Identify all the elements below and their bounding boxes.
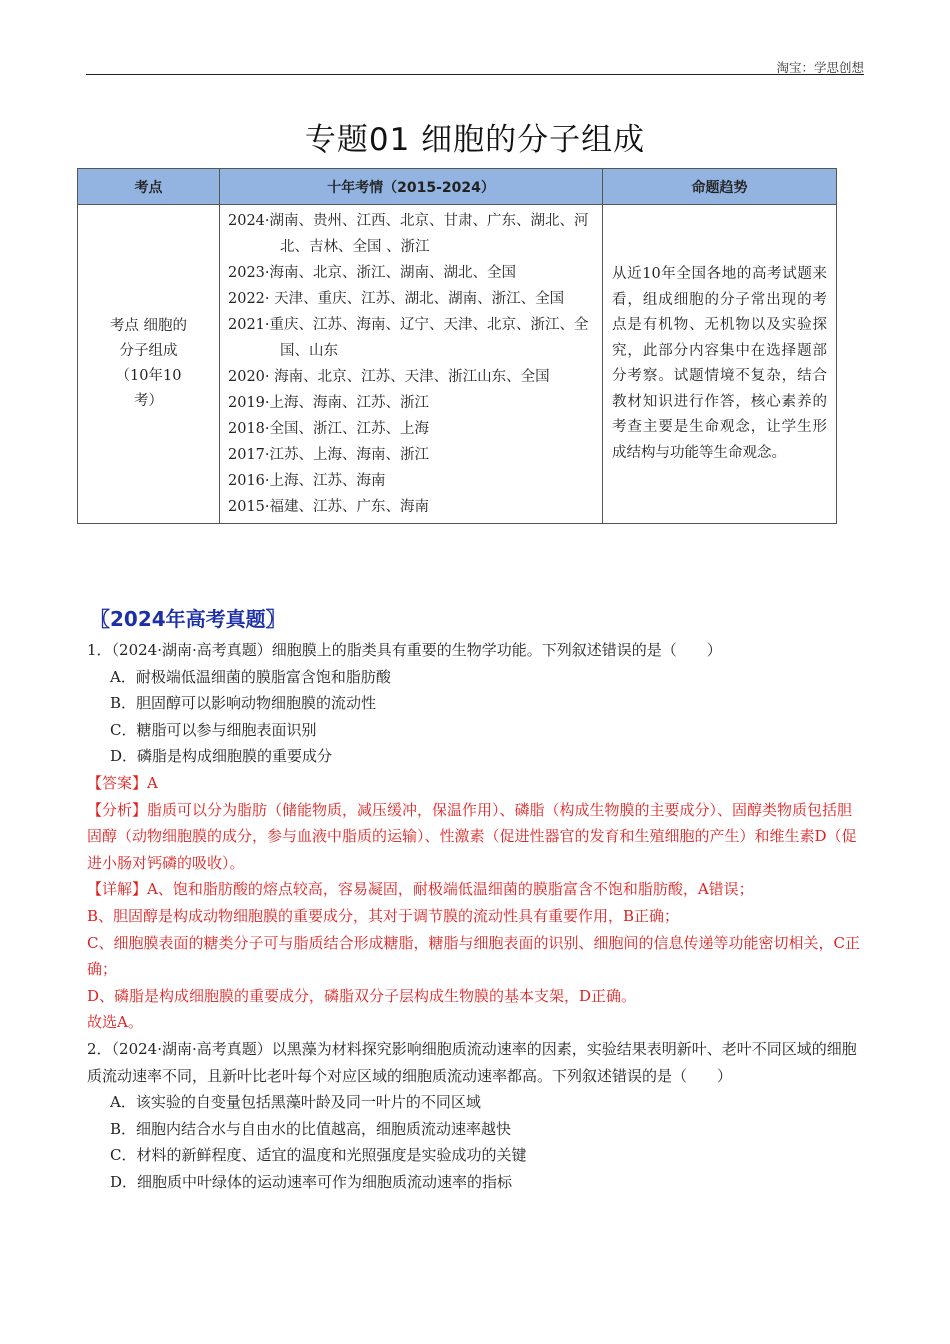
q2-option-a: A．该实验的自变量包括黑藻叶龄及同一叶片的不同区域 <box>110 1093 481 1112</box>
q1-answer: 【答案】A <box>87 773 158 792</box>
q1-stem: 1．（2024·湖南·高考真题）细胞膜上的脂类具有重要的生物学功能。下列叙述错误的是（ ） <box>87 641 722 659</box>
kaodian-line: （10年10 <box>115 368 182 384</box>
header-divider <box>86 74 864 75</box>
q1-detail-line: C、细胞膜表面的糖类分子可与脂质结合形成糖脂，糖脂与细胞表面的识别、细胞间的信息传递等功能密切相关，C正确； <box>87 933 860 979</box>
year-row-2024: 2024·湖南、贵州、江西、北京、甘肃、广东、湖北、河北、吉林、全国 、浙江 <box>228 213 589 255</box>
q1-analysis: 【分析】脂质可以分为脂肪（储能物质，减压缓冲，保温作用）、磷脂（构成生物膜的主要成分）、固醇类物质包括胆固醇（动物细胞膜的成分，参与血液中脂质的运输）、性激素（促进性器官的发育和生殖细胞的产生）和维生素D（促进小肠对钙磷的吸收）。 <box>87 800 857 872</box>
q1-option-d: D．磷脂是构成细胞膜的重要成分 <box>110 747 333 766</box>
year-row-2017: 2017·江苏、上海、海南、浙江 <box>228 447 430 463</box>
header-kaodian: 考点 <box>78 169 220 205</box>
header-source-text: 淘宝：学思创想 <box>776 60 864 75</box>
kaodian-line: 考） <box>134 393 163 409</box>
q1-detail-line: D、磷脂是构成细胞膜的重要成分，磷脂双分子层构成生物膜的基本支架，D正确。 <box>87 986 637 1005</box>
year-row-2015: 2015·福建、江苏、广东、海南 <box>228 499 430 515</box>
questions-body <box>87 637 863 1195</box>
kaodian-line: 分子组成 <box>119 343 178 359</box>
q2-option-b: B．细胞内结合水与自由水的比值越高，细胞质流动速率越快 <box>110 1119 512 1138</box>
year-row-2019: 2019·上海、海南、江苏、浙江 <box>228 395 430 411</box>
page-title: 专题01 细胞的分子组成 <box>304 122 646 158</box>
kaodian-cell <box>78 205 220 524</box>
q2-option-c: C．材料的新鲜程度、适宜的温度和光照强度是实验成功的关键 <box>110 1146 527 1165</box>
year-row-2020: 2020· 海南、北京、江苏、天津、浙江山东、全国 <box>228 369 550 385</box>
kaodian-line: 考点 细胞的 <box>109 318 188 334</box>
q2-stem: 2．（2024·湖南·高考真题）以黑藻为材料探究影响细胞质流动速率的因素，实验结果表明新叶、老叶不同区域的细胞质流动速率不同，且新叶比老叶每个对应区域的细胞质流动速率都高。下列叙述错误的是（ ） <box>87 1039 857 1085</box>
q1-option-b: B．胆固醇可以影响动物细胞膜的流动性 <box>110 694 377 713</box>
year-row-2018: 2018·全国、浙江、江苏、上海 <box>228 421 430 437</box>
section-heading: 〖2024年高考真题〗 <box>90 607 286 631</box>
year-row-2022: 2022· 天津、重庆、江苏、湖北、湖南、浙江、全国 <box>228 291 565 307</box>
q1-detail-line: 【详解】A、饱和脂肪酸的熔点较高，容易凝固，耐极端低温细菌的膜脂富含不饱和脂肪酸，A错误； <box>87 880 754 899</box>
q1-option-a: A．耐极端低温细菌的膜脂富含饱和脂肪酸 <box>110 667 391 686</box>
trend-cell: 从近10年全国各地的高考试题来看，组成细胞的分子常出现的考点是有机物、无机物以及实验探究，此部分内容集中在选择题部分考察。试题情境不复杂，结合教材知识进行作答，核心素养的考查主要是生命观念，让学生形成结构与功能等生命观念。 <box>603 205 837 524</box>
q1-conclusion: 故选A。 <box>87 1013 143 1032</box>
q1-detail-line: B、胆固醇是构成动物细胞膜的重要成分，其对于调节膜的流动性具有重要作用，B正确； <box>87 906 680 925</box>
header-trend: 命题趋势 <box>603 169 837 205</box>
year-row-2023: 2023·海南、北京、浙江、湖南、湖北、全国 <box>228 265 517 281</box>
ten-year-cell <box>220 205 603 524</box>
q2-option-d: D．细胞质中叶绿体的运动速率可作为细胞质流动速率的指标 <box>110 1172 513 1191</box>
exam-overview-table <box>77 168 837 524</box>
year-row-2016: 2016·上海、江苏、海南 <box>228 473 386 489</box>
q1-option-c: C．糖脂可以参与细胞表面识别 <box>110 720 317 739</box>
header-ten-year: 十年考情（2015-2024） <box>220 169 603 205</box>
year-row-2021: 2021·重庆、江苏、海南、辽宁、天津、北京、浙江、全国、山东 <box>228 317 589 359</box>
